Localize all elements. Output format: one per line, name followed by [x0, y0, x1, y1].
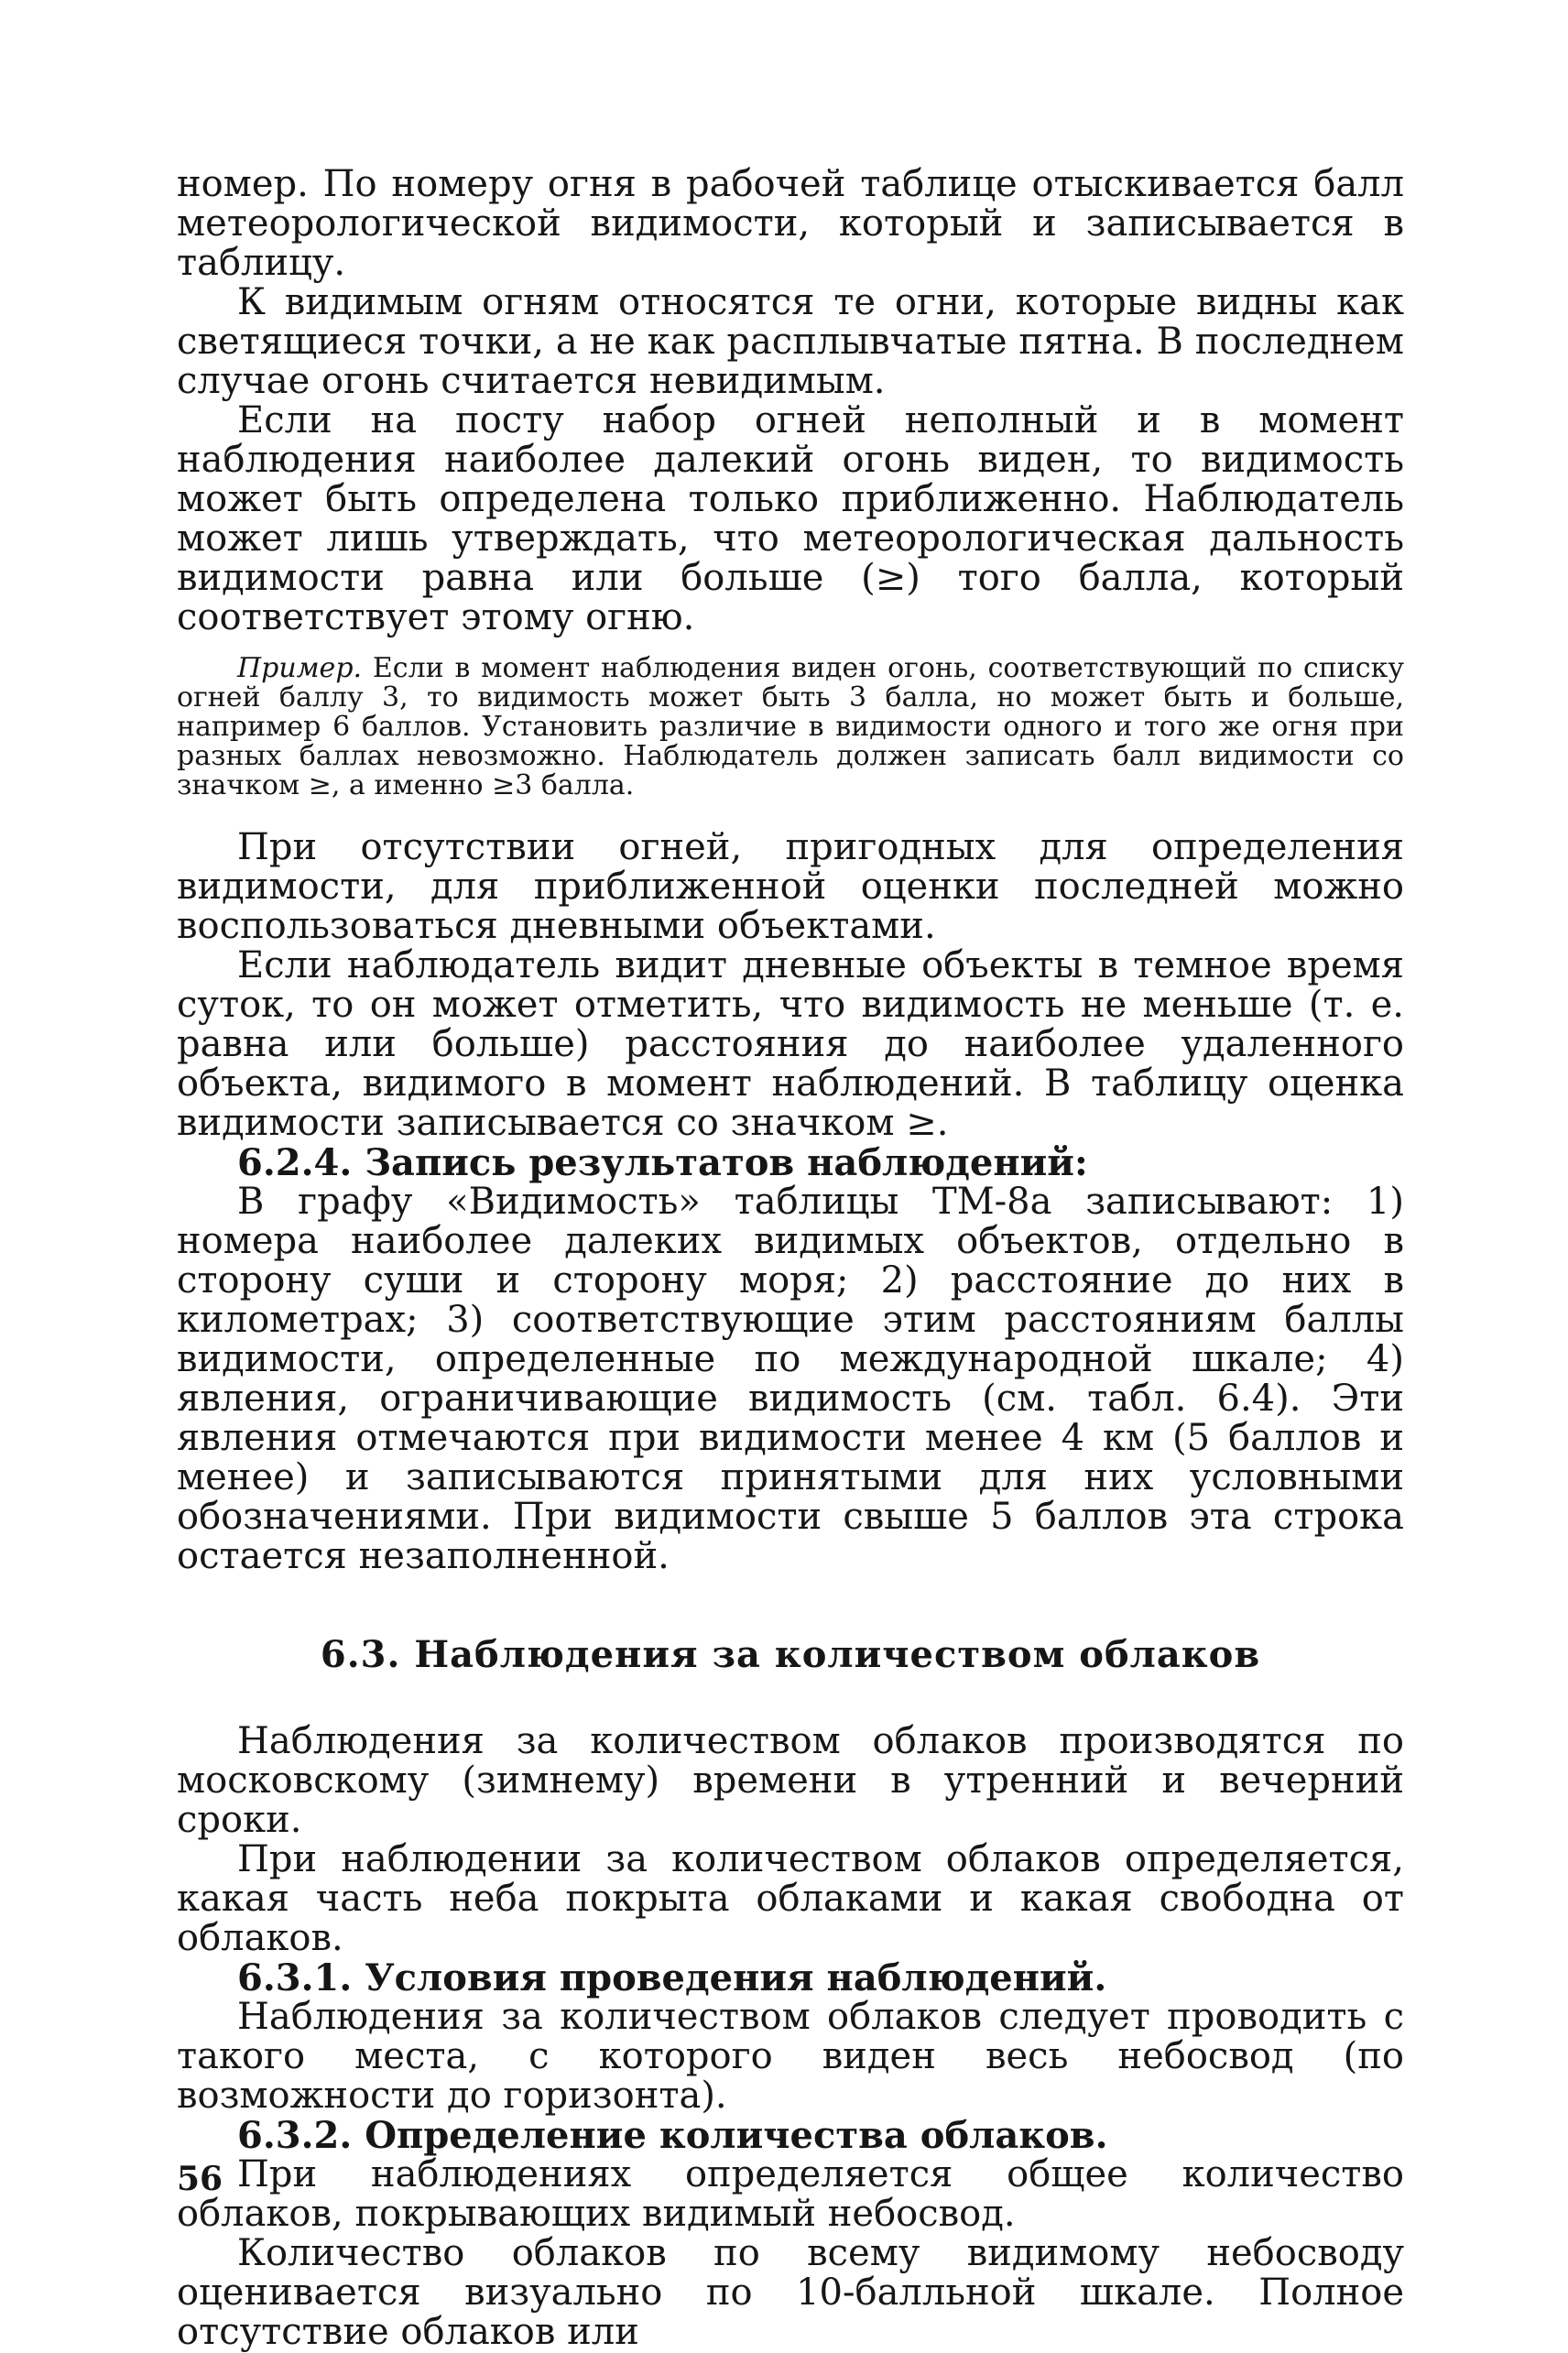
paragraph: Количество облаков по всему видимому небосводу оценивается визуально по 10-балльной шкале. Полное отсутствие облаков или [177, 2232, 1404, 2353]
paragraph: При наблюдении за количеством облаков определяется, какая часть неба покрыта облаками и какая свободна от облаков. [177, 1838, 1404, 1959]
paragraph: Если наблюдатель видит дневные объекты в темное время суток, то он может отметить, что видимость не меньше (т. е. равна или больше) расстояния до наиболее удаленного объекта, видимого в момент наблюдений. В таблицу оценка видимости записывается со значком ≥. [177, 944, 1404, 1144]
example-text: Если в момент наблюдения виден огонь, соответствующий по списку огней баллу 3, то видимость может быть 3 балла, но может быть и больше, например 6 баллов. Установить различие в видимости одного и того же огня при разных баллах невозможно. Наблюдатель должен записать балл видимости со значком ≥, а именно ≥3 балла. [177, 652, 1404, 801]
subsection-heading-6-2-4: 6.2.4. Запись результатов наблюдений: [237, 1141, 1088, 1184]
page-body [177, 165, 1404, 2352]
subsection-heading-6-3-1: 6.3.1. Условия проведения наблюдений. [237, 1956, 1107, 1999]
paragraph: При наблюдениях определяется общее количество облаков, покрывающих видимый небосвод. [177, 2153, 1404, 2235]
paragraph: К видимым огням относятся те огни, которые видны как светящиеся точки, а не как расплывчатые пятна. В последнем случае огонь считается невидимым. [177, 281, 1404, 402]
paragraph: В графу «Видимость» таблицы ТМ-8а записывают: 1) номера наиболее далеких видимых объектов, отдельно в сторону суши и сторону моря; 2) расстояние до них в километрах; 3) соответствующие этим расстояниям баллы видимости, определенные по международной шкале; 4) явления, ограничивающие видимость (см. табл. 6.4). Эти явления отмечаются при видимости менее 4 км (5 баллов и менее) и записываются принятыми для них условными обозначениями. При видимости свыше 5 баллов эта строка остается незаполненной. [177, 1181, 1404, 1577]
paragraph: Если на посту набор огней неполный и в момент наблюдения наиболее далекий огонь виден, то видимость может быть определена только приближенно. Наблюдатель может лишь утверждать, что метеорологическая дальность видимости равна или больше (≥) того балла, который соответствует этому огню. [177, 399, 1404, 638]
paragraph: Наблюдения за количеством облаков производятся по московскому (зимнему) времени в утренний и вечерний сроки. [177, 1720, 1404, 1841]
paragraph: Наблюдения за количеством облаков следует проводить с такого места, с которого виден весь небосвод (по возможности до горизонта). [177, 1996, 1404, 2117]
page-number: 56 [177, 2160, 223, 2198]
example-note [177, 654, 1404, 801]
subsection-heading-6-3-2: 6.3.2. Определение количества облаков. [237, 2114, 1108, 2157]
example-lead: Пример. [237, 652, 363, 684]
section-heading-6-3: 6.3. Наблюдения за количеством облаков [320, 1633, 1261, 1676]
paragraph: При отсутствии огней, пригодных для определения видимости, для приближенной оценки последней можно воспользоваться дневными объектами. [177, 826, 1404, 947]
paragraph: номер. По номеру огня в рабочей таблице отыскивается балл метеорологической видимости, который и записывается в таблицу. [177, 163, 1404, 284]
